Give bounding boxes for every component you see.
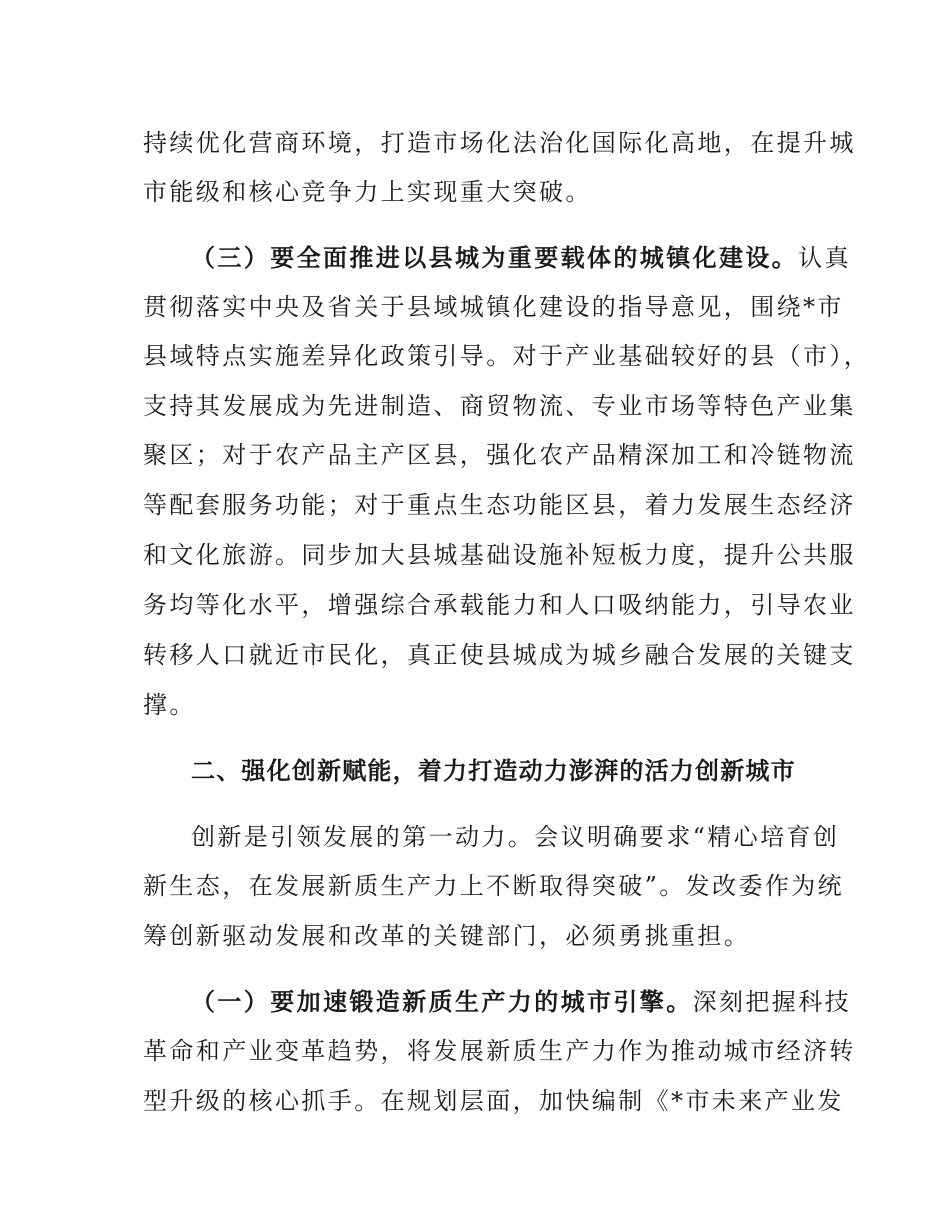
body-text-line: 型升级的核心抓手。在规划层面，加快编制《*市未来产业发 [143,1087,844,1115]
subsection-heading: （一）要加速锻造新质生产力的城市引擎。 [191,988,693,1016]
body-text-line: 等配套服务功能；对于重点生态功能区县，着力发展生态经济 [143,491,856,519]
section-paragraph-first-line [191,243,852,273]
body-text-line: 撑。 [143,691,196,719]
body-text-line: 务均等化水平，增强综合承载能力和人口吸纳能力，引导农业 [143,591,856,619]
subsection-heading: （三）要全面推进以县城为重要载体的城镇化建设。 [191,244,799,272]
body-text-line: 支持其发展成为先进制造、商贸物流、专业市场等特色产业集 [143,392,856,420]
body-text-line: 持续优化营商环境，打造市场化法治化国际化高地，在提升城 [143,129,856,157]
body-text-line: 贯彻落实中央及省关于县域城镇化建设的指导意见，围绕*市 [143,293,844,321]
section-heading: 二、强化创新赋能，着力打造动力澎湃的活力创新城市 [191,757,796,785]
body-text-line: 筹创新驱动发展和改革的关键部门，必须勇挑重担。 [143,922,751,950]
body-text-line: 新生态，在发展新质生产力上不断取得突破”。发改委作为统 [143,872,845,900]
body-text-line: 和文化旅游。同步加大县城基础设施补短板力度，提升公共服 [143,541,856,569]
body-text-line: 市能级和核心竞争力上实现重大突破。 [143,178,592,206]
section-paragraph-first-line [191,987,852,1017]
body-text: 深刻把握科技 [692,988,852,1016]
body-text-line: 县域特点实施差异化政策引导。对于产业基础较好的县（市）， [143,342,871,370]
body-text-line: 创新是引领发展的第一动力。会议明确要求“精心培育创 [191,823,840,851]
body-text-line: 革命和产业变革趋势，将发展新质生产力作为推动城市经济转 [143,1037,856,1065]
body-text-line: 转移人口就近市民化，真正使县城成为城乡融合发展的关键支 [143,641,856,669]
body-text: 认真 [798,244,852,272]
body-text-line: 聚区；对于农产品主产区县，强化农产品精深加工和冷链物流 [143,441,856,469]
